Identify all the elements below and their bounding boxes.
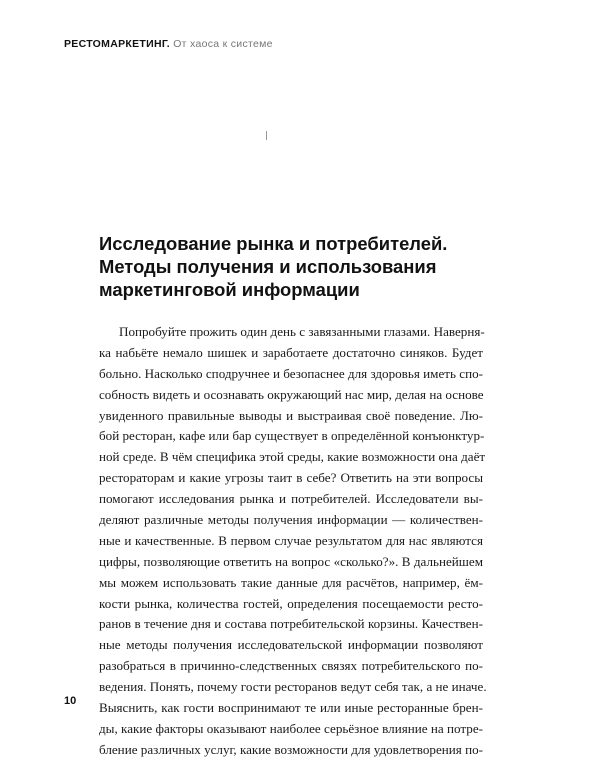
heading-line: маркетинговой информации [99, 279, 360, 300]
heading-line: Исследование рынка и потребителей. [99, 233, 448, 254]
text-line: ной среде. В чём специфика этой среды, какие возможности она даёт [99, 449, 486, 465]
book-title: РЕСТОМАРКЕТИНГ. [64, 38, 170, 50]
running-head [64, 38, 273, 50]
text-line: помогают исследования рынка и потребителей. Исследователи вы- [99, 491, 483, 507]
text-line: увиденного правильные выводы и выстраивая своё поведение. Лю- [99, 407, 483, 423]
text-line: рестораторам и какие угрозы таит в себе? Ответить на эти вопросы [99, 470, 483, 486]
book-subtitle: От хаоса к системе [173, 38, 273, 50]
page-number: 10 [64, 695, 77, 707]
text-line: Выяснить, как гости воспринимают те или иные ресторанные брен- [99, 700, 483, 716]
text-line: ведения. Понять, почему гости ресторанов ведут себя так, а не иначе. [99, 679, 487, 695]
text-line: деляют различные методы получения информации — количествен- [99, 512, 483, 528]
text-line: ные и качественные. В первом случае результатом для нас являются [99, 532, 483, 548]
text-line: ные методы получения исследовательской информации позволяют [99, 637, 483, 653]
text-line: ранов в течение дня и состава потребительской корзины. Качествен- [99, 616, 483, 632]
body-paragraph [99, 322, 487, 761]
text-line: бление различных услуг, какие возможности для удовлетворения по- [99, 741, 483, 757]
text-line: цифры, позволяющие ответить на вопрос «сколько?». В дальнейшем [99, 553, 483, 569]
text-line: бой ресторан, кафе или бар существует в определённой конъюнктур- [99, 428, 485, 444]
text-line: ка набьёте немало шишек и заработаете достаточно синяков. Будет [99, 344, 483, 360]
text-line: Попробуйте прожить один день с завязанными глазами. Наверня- [119, 324, 485, 339]
print-mark [266, 131, 267, 140]
text-line: мы можем использовать такие данные для расчётов, например, ём- [99, 574, 483, 590]
chapter-heading [99, 232, 539, 301]
text-line: больно. Насколько сподручнее и безопаснее для здоровья иметь спо- [99, 365, 483, 381]
text-line: ды, какие факторы оказывают наиболее серьёзное влияние на потре- [99, 720, 483, 736]
text-line: разобраться в причинно-следственных связях потребительского по- [99, 658, 483, 674]
heading-line: Методы получения и использования [99, 256, 437, 277]
text-line: собность видеть и осознавать окружающий нас мир, делая на основе [99, 386, 484, 402]
text-line: кости рынка, количества гостей, определения посещаемости ресто- [99, 595, 483, 611]
